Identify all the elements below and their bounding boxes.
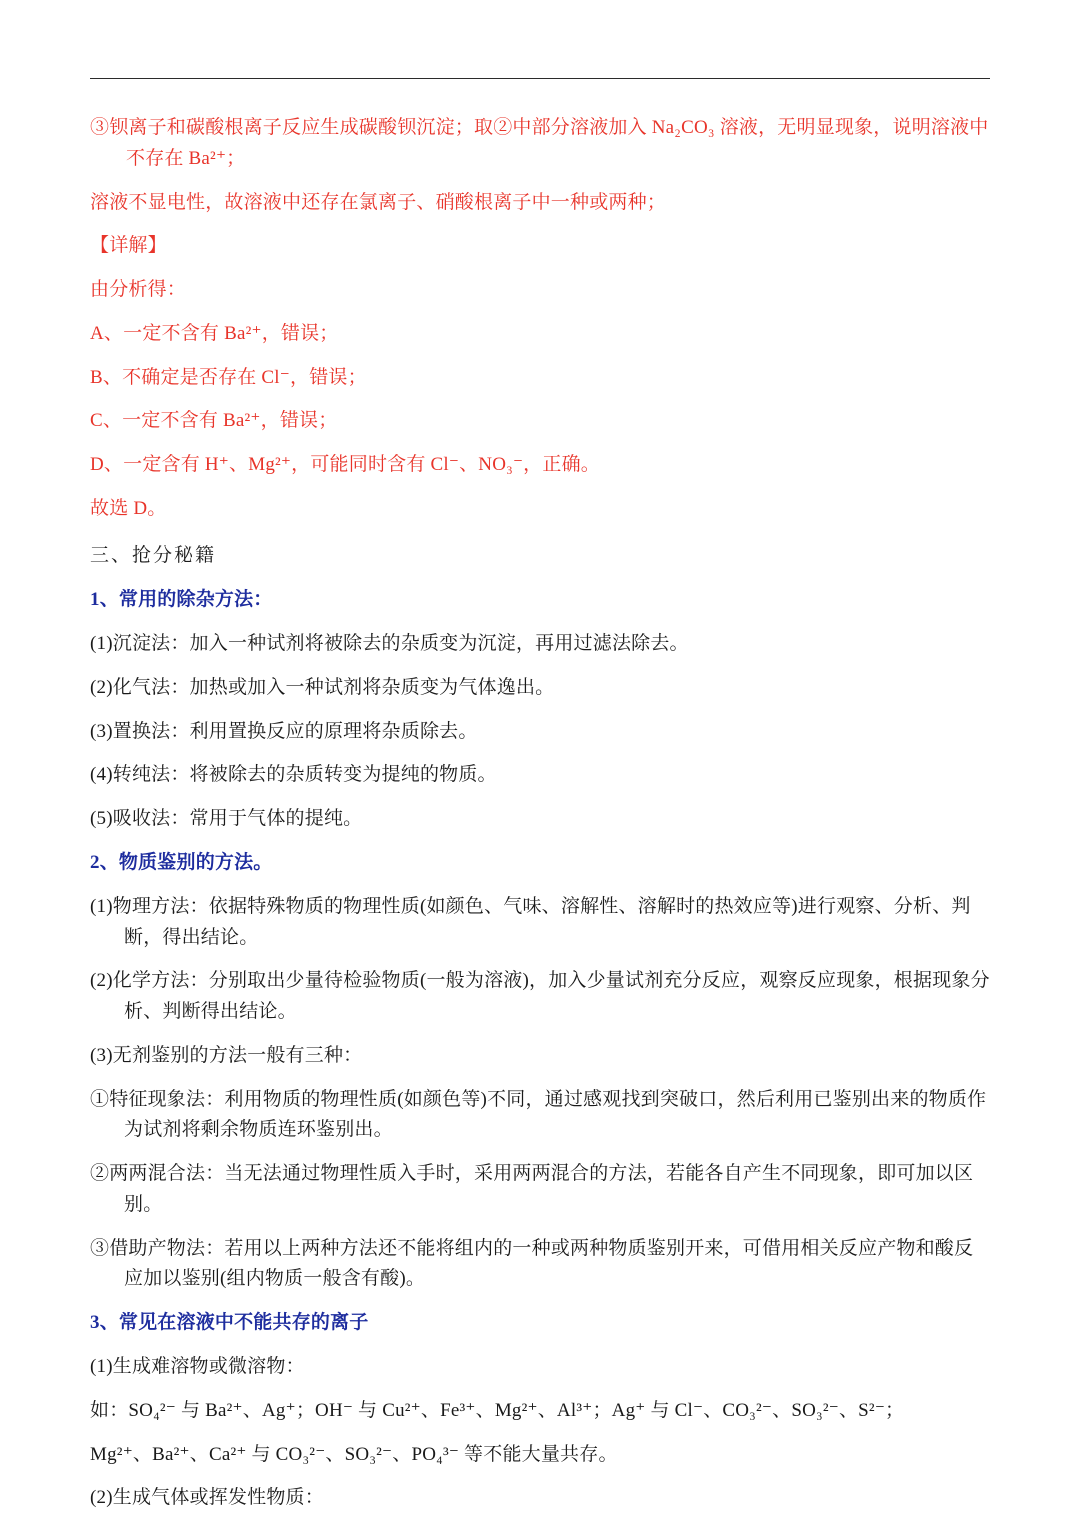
paragraph-option-d: D、一定含有 H⁺、Mg²⁺，可能同时含有 Cl⁻、NO₃⁻，正确。 <box>90 454 600 476</box>
paragraph-option-c: C、一定不含有 Ba²⁺，错误； <box>90 410 338 432</box>
item-ion-examples-line2: Mg²⁺、Ba²⁺、Ca²⁺ 与 CO₃²⁻、SO₃²⁻、PO₄³⁻ 等不能大量共存。 <box>90 1443 618 1465</box>
item-chemical-method: (2)化学方法：分别取出少量待检验物质(一般为溶液)，加入少量试剂充分反应，观察反应现象，根据现象分析、判断得出结论。 <box>90 970 990 1023</box>
paragraph-option-b: B、不确定是否存在 Cl⁻，错误； <box>90 366 367 388</box>
item-gas-products: (2)生成气体或挥发性物质： <box>90 1487 324 1509</box>
paragraph-electroneutrality: 溶液不显电性，故溶液中还存在氯离子、硝酸根离子中一种或两种； <box>90 191 667 213</box>
item-physical-method: (1)物理方法：依据特殊物质的物理性质(如颜色、气味、溶解性、溶解时的热效应等)进行观察、分析、判断，得出结论。 <box>90 895 971 948</box>
item-characteristic-phenomenon: ①特征现象法：利用物质的物理性质(如颜色等)不同，通过感观找到突破口，然后利用已鉴别出来的物质作为试剂将剩余物质连环鉴别出。 <box>90 1088 987 1141</box>
subheading-removal-methods: 1、常用的除杂方法： <box>90 589 273 611</box>
paragraph-analysis-3: ③钡离子和碳酸根离子反应生成碳酸钡沉淀；取②中部分溶液加入 Na₂CO₃ 溶液，无明显现象，说明溶液中不存在 Ba²⁺； <box>90 117 989 169</box>
paragraph-option-a: A、一定不含有 Ba²⁺，错误； <box>90 322 339 344</box>
item-pairwise-mixing: ②两两混合法：当无法通过物理性质入手时，采用两两混合的方法，若能各自产生不同现象，即可加以区别。 <box>90 1163 974 1215</box>
header-divider <box>90 78 990 79</box>
paragraph-detail-heading: 【详解】 <box>90 235 167 257</box>
subheading-identification-methods: 2、物质鉴别的方法。 <box>90 852 273 874</box>
item-reagentless-intro: (3)无剂鉴别的方法一般有三种： <box>90 1044 363 1066</box>
item-absorption-method: (5)吸收法：常用于气体的提纯。 <box>90 808 363 830</box>
item-insoluble-products: (1)生成难溶物或微溶物： <box>90 1355 305 1377</box>
section-heading-three: 三、抢分秘籍 <box>90 544 217 566</box>
item-displacement-method: (3)置换法：利用置换反应的原理将杂质除去。 <box>90 720 478 742</box>
item-ion-examples-line1: 如：SO₄²⁻ 与 Ba²⁺、Ag⁺；OH⁻ 与 Cu²⁺、Fe³⁺、Mg²⁺、Al³⁺；Ag⁺ 与 Cl⁻、CO₃²⁻、SO₃²⁻、S²⁻； <box>90 1399 905 1421</box>
item-precipitation-method: (1)沉淀法：加入一种试剂将被除去的杂质变为沉淀，再用过滤法除去。 <box>90 633 689 655</box>
subheading-incompatible-ions: 3、常见在溶液中不能共存的离子 <box>90 1312 369 1334</box>
item-gasification-method: (2)化气法：加热或加入一种试剂将杂质变为气体逸出。 <box>90 676 555 698</box>
document-body <box>90 113 990 1514</box>
paragraph-answer-choice: 故选 D。 <box>90 497 167 519</box>
paragraph-from-analysis: 由分析得： <box>90 279 187 301</box>
item-product-assisted: ③借助产物法：若用以上两种方法还不能将组内的一种或两种物质鉴别开来，可借用相关反应产物和酸反应加以鉴别(组内物质一般含有酸)。 <box>90 1237 974 1290</box>
item-conversion-method: (4)转纯法：将被除去的杂质转变为提纯的物质。 <box>90 764 497 786</box>
